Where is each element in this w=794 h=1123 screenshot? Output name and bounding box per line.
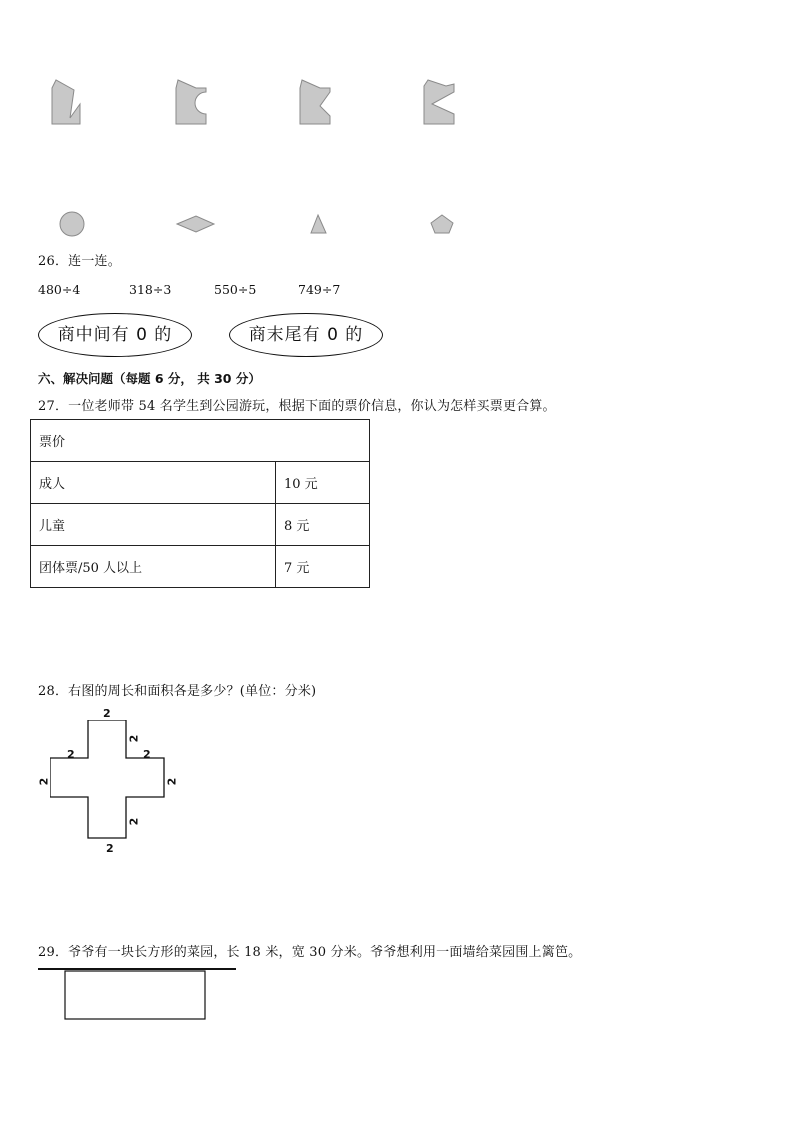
section-6-title: 六、解决问题（每题 6 分， 共 30 分） xyxy=(38,371,261,386)
dim-right-upper: 2 xyxy=(127,734,141,743)
pentagon-shape-icon xyxy=(431,215,453,233)
ticket-price-table xyxy=(30,419,370,588)
row-price: 7 元 xyxy=(276,546,370,588)
row-label: 儿童 xyxy=(31,504,276,546)
row-price: 10 元 xyxy=(276,462,370,504)
basic-shapes-row xyxy=(0,208,794,240)
table-row xyxy=(31,546,370,588)
expression-3: 550÷5 xyxy=(214,282,257,297)
garden-rect xyxy=(65,971,205,1019)
table-row xyxy=(31,504,370,546)
triangle-shape-icon xyxy=(311,215,326,233)
q27-title: 27．一位老师带 54 名学生到公园游玩，根据下面的票价信息，你认为怎样买票更合算。 xyxy=(38,399,556,414)
garden-figure xyxy=(38,966,248,1024)
oval-end-zero-label: 商末尾有 0 的 xyxy=(248,325,364,345)
folded-shape-1-icon xyxy=(52,80,80,124)
dim-bottom: 2 xyxy=(106,842,114,855)
dim-left-arm-side: 2 xyxy=(37,777,51,786)
q26-title: 26．连一连。 xyxy=(38,254,121,269)
circle-shape-icon xyxy=(60,212,84,236)
oval-end-zero xyxy=(229,313,383,357)
rhombus-shape-icon xyxy=(177,216,214,232)
dim-right-lower: 2 xyxy=(127,817,141,826)
row-label: 成人 xyxy=(31,462,276,504)
oval-middle-zero xyxy=(38,313,192,357)
table-header-row xyxy=(31,420,370,462)
q28-title: 28．右图的周长和面积各是多少？(单位：分米) xyxy=(38,684,317,699)
folded-shape-4-icon xyxy=(424,80,454,124)
folded-shape-2-icon xyxy=(176,80,206,124)
oval-middle-zero-label: 商中间有 0 的 xyxy=(57,325,173,345)
dim-right-arm-side: 2 xyxy=(165,777,179,786)
q29-title: 29．爷爷有一块长方形的菜园，长 18 米，宽 30 分米。爷爷想利用一面墙给菜园围上篱笆。 xyxy=(38,945,582,960)
expression-1: 480÷4 xyxy=(38,282,81,297)
dim-top: 2 xyxy=(103,707,111,720)
cross-figure xyxy=(50,720,170,840)
table-row xyxy=(31,462,370,504)
expression-4: 749÷7 xyxy=(298,282,341,297)
dim-left-arm-top: 2 xyxy=(67,748,75,761)
row-label: 团体票/50 人以上 xyxy=(31,546,276,588)
dim-right-arm-top: 2 xyxy=(143,748,151,761)
table-header: 票价 xyxy=(31,420,370,462)
row-price: 8 元 xyxy=(276,504,370,546)
folded-shape-3-icon xyxy=(300,80,330,124)
expression-2: 318÷3 xyxy=(129,282,172,297)
folded-shapes-row xyxy=(0,70,794,140)
